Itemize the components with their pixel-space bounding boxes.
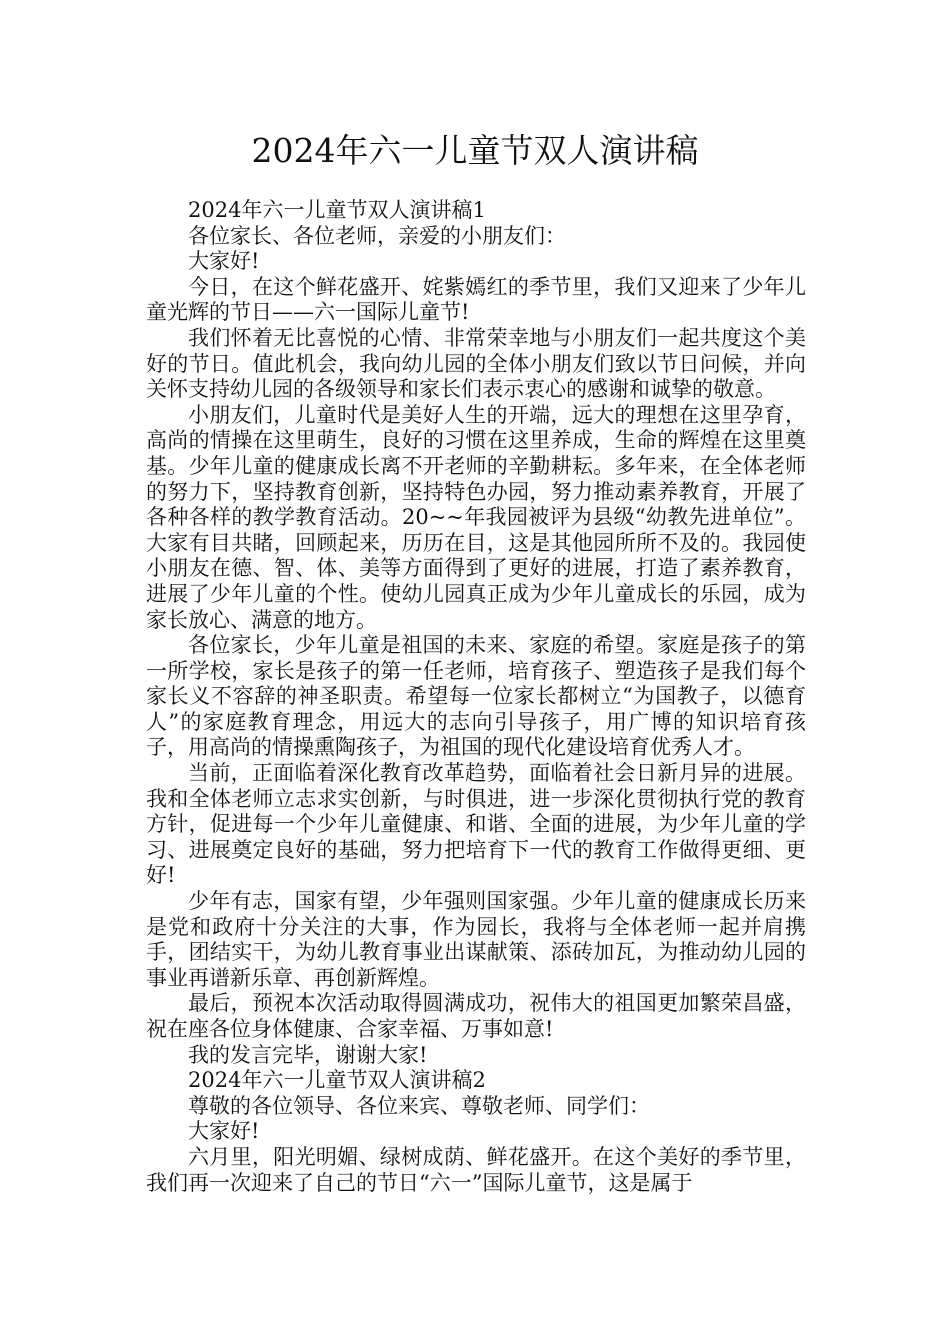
section-heading-1: 2024年六一儿童节双人演讲稿1 bbox=[188, 198, 486, 222]
section-heading-2: 2024年六一儿童节双人演讲稿2 bbox=[188, 1068, 486, 1093]
paragraph: 小朋友们，儿童时代是美好人生的开端，远大的理想在这里孕育，高尚的情操在这里萌生，良好的习惯在这里养成，生命的辉煌在这里奠基。少年儿童的健康成长离不开老师的辛勤耕耘。多年来，在全体老师的努力下，坚持教育创新，坚持特色办园，努力推动素养教育，开展了各种各样的教学教育活动。20~~年我园被评为县级“幼教先进单位”。大家有目共睹，回顾起来，历历在目，这是其他园所所不及的。我园使小朋友在德、智、体、美等方面得到了更好的进展，打造了素养教育，进展了少年儿童的个性。使幼儿园真正成为少年儿童成长的乐园，成为家长放心、满意的地方。 bbox=[146, 402, 806, 632]
paragraph: 我们怀着无比喜悦的心情、非常荣幸地与小朋友们一起共度这个美好的节日。值此机会，我向幼儿园的全体小朋友们致以节日问候，并向关怀支持幼儿园的各级领导和家长们表示衷心的感谢和诚挚的敬意。 bbox=[146, 325, 806, 402]
paragraph: 各位家长，少年儿童是祖国的未来、家庭的希望。家庭是孩子的第一所学校，家长是孩子的第一任老师，培育孩子、塑造孩子是我们每个家长义不容辞的神圣职责。希望每一位家长都树立“为国教子，以德育人”的家庭教育理念，用远大的志向引导孩子，用广博的知识培育孩子，用高尚的情操熏陶孩子，为祖国的现代化建设培育优秀人才。 bbox=[146, 633, 806, 760]
greeting: 大家好! bbox=[188, 249, 260, 274]
paragraph: 六月里，阳光明媚、绿树成荫、鲜花盛开。在这个美好的季节里，我们再一次迎来了自己的节日“六一”国际儿童节，这是属于 bbox=[146, 1144, 806, 1195]
paragraph: 最后，预祝本次活动取得圆满成功，祝伟大的祖国更加繁荣昌盛，祝在座各位身体健康、合家幸福、万事如意! bbox=[146, 991, 806, 1041]
document-title: 2024年六一儿童节双人演讲稿 bbox=[251, 131, 699, 170]
salutation: 各位家长、各位老师，亲爱的小朋友们： bbox=[188, 223, 566, 248]
paragraph: 当前，正面临着深化教育改革趋势，面临着社会日新月异的进展。我和全体老师立志求实创新，与时俱进，进一步深化贯彻执行党的教育方针，促进每一个少年儿童健康、和谐、全面的进展，为少年儿童的学习、进展奠定良好的基础，努力把培育下一代的教育工作做得更细、更好! bbox=[146, 761, 806, 888]
document-body bbox=[146, 198, 806, 1196]
paragraph: 今日，在这个鲜花盛开、姹紫嫣红的季节里，我们又迎来了少年儿童光辉的节日——六一国际儿童节! bbox=[146, 274, 806, 325]
salutation: 尊敬的各位领导、各位来宾、尊敬老师、同学们： bbox=[188, 1093, 650, 1118]
greeting: 大家好! bbox=[188, 1119, 260, 1144]
paragraph: 少年有志，国家有望，少年强则国家强。少年儿童的健康成长历来是党和政府十分关注的大事，作为园长，我将与全体老师一起并肩携手，团结实干，为幼儿教育事业出谋献策、添砖加瓦，为推动幼儿园的事业再谱新乐章、再创新辉煌。 bbox=[146, 889, 806, 990]
closing-line: 我的发言完毕，谢谢大家! bbox=[188, 1042, 428, 1067]
